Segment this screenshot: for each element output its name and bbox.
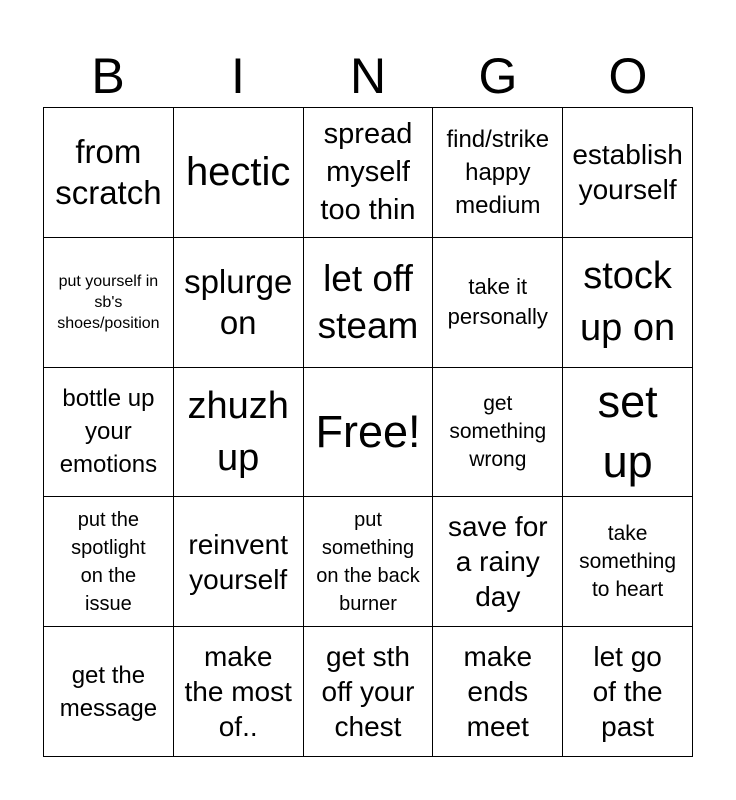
cell-text: put the spotlight on the issue <box>71 508 146 615</box>
bingo-cell[interactable] <box>304 497 434 627</box>
bingo-cell[interactable] <box>433 238 563 368</box>
cell-text: get the message <box>59 661 158 722</box>
header-letter-o: O <box>608 48 648 104</box>
bingo-cell[interactable] <box>304 108 434 238</box>
cell-text: from scratch <box>55 133 162 212</box>
bingo-cell[interactable] <box>433 627 563 757</box>
bingo-cell[interactable] <box>563 368 693 498</box>
bingo-cell[interactable] <box>563 497 693 627</box>
bingo-cell[interactable] <box>174 368 304 498</box>
cell-text: find/strike happy medium <box>446 125 550 219</box>
bingo-cell[interactable] <box>433 497 563 627</box>
bingo-cell[interactable] <box>174 497 304 627</box>
cell-text: make ends meet <box>463 641 533 743</box>
cell-text: spread myself too thin <box>320 118 416 227</box>
bingo-header <box>43 46 693 106</box>
cell-text: get sth off your chest <box>321 641 415 743</box>
bingo-cell[interactable] <box>174 238 304 368</box>
header-letter-i: I <box>231 48 245 104</box>
bingo-cell-free[interactable] <box>304 368 434 498</box>
cell-text: stock up on <box>580 255 676 350</box>
cell-text: make the most of.. <box>184 641 292 743</box>
header-letter-g: G <box>478 48 518 104</box>
cell-text: put something on the back burner <box>316 508 420 615</box>
cell-text: let go of the past <box>592 641 663 743</box>
cell-text: zhuzh up <box>187 384 289 479</box>
bingo-card <box>43 107 693 757</box>
cell-text: bottle up your emotions <box>59 385 158 479</box>
bingo-cell[interactable] <box>174 108 304 238</box>
header-letter-n: N <box>349 48 387 104</box>
bingo-cell[interactable] <box>304 627 434 757</box>
bingo-cell[interactable] <box>563 238 693 368</box>
bingo-cell[interactable] <box>563 108 693 238</box>
bingo-cell[interactable] <box>44 368 174 498</box>
cell-text: let off steam <box>317 258 419 347</box>
bingo-cell[interactable] <box>174 627 304 757</box>
bingo-cell[interactable] <box>433 108 563 238</box>
bingo-cell[interactable] <box>44 238 174 368</box>
bingo-cell[interactable] <box>44 627 174 757</box>
bingo-cell[interactable] <box>433 368 563 498</box>
cell-text: reinvent yourself <box>188 528 288 595</box>
cell-text: set up <box>597 375 658 487</box>
cell-text: establish yourself <box>572 139 683 206</box>
header-letter-b: B <box>91 48 125 104</box>
bingo-cell[interactable] <box>44 108 174 238</box>
cell-text: take something to heart <box>579 521 677 601</box>
cell-text: hectic <box>185 150 291 195</box>
cell-text: save for a rainy day <box>447 511 548 613</box>
cell-text: Free! <box>315 405 421 457</box>
cell-text: take it personally <box>447 274 548 330</box>
bingo-cell[interactable] <box>563 627 693 757</box>
cell-text: put yourself in sb's shoes/position <box>57 272 160 332</box>
bingo-cell[interactable] <box>44 497 174 627</box>
cell-text: get something wrong <box>449 391 547 471</box>
cell-text: splurge on <box>184 263 293 342</box>
bingo-cell[interactable] <box>304 238 434 368</box>
